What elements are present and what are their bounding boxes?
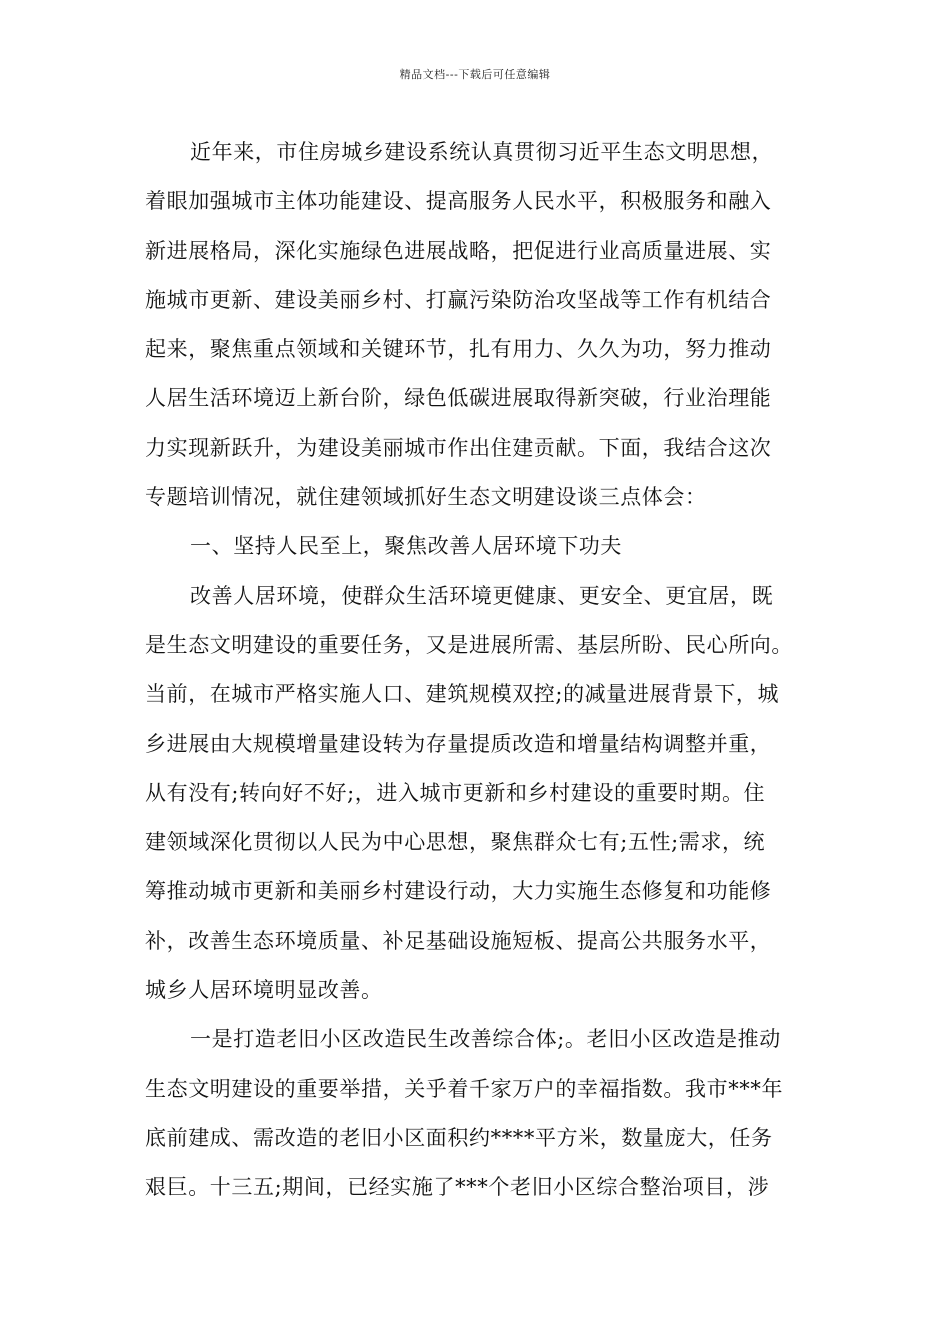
section-heading: 一、坚持人民至上，聚焦改善人居环境下功夫 <box>190 534 622 559</box>
paragraph-line: 是生态文明建设的重要任务，又是进展所需、基层所盼、民心所向。 <box>145 632 793 657</box>
paragraph-line: 生态文明建设的重要举措，关乎着千家万户的幸福指数。我市***年 <box>145 1076 784 1101</box>
paragraph-line: 新进展格局，深化实施绿色进展战略，把促进行业高质量进展、实 <box>145 238 772 263</box>
paragraph-line: 着眼加强城市主体功能建设、提高服务人民水平，积极服务和融入 <box>145 189 772 214</box>
paragraph-line: 改善人居环境，使群众生活环境更健康、更安全、更宜居，既 <box>190 583 774 608</box>
document-body <box>145 128 805 1213</box>
paragraph-line: 建领域深化贯彻以人民为中心思想，聚焦群众七有;五性;需求，统 <box>145 830 766 855</box>
paragraph-line: 乡进展由大规模增量建设转为存量提质改造和增量结构调整并重， <box>145 731 772 756</box>
paragraph-line: 力实现新跃升，为建设美丽城市作出住建贡献。下面，我结合这次 <box>145 435 772 460</box>
paragraph-line: 起来，聚焦重点领域和关键环节，扎有用力、久久为功，努力推动 <box>145 337 772 362</box>
paragraph-line: 近年来，市住房城乡建设系统认真贯彻习近平生态文明思想， <box>190 140 774 164</box>
paragraph-line: 当前，在城市严格实施人口、建筑规模双控;的减量进展背景下，城 <box>145 682 780 707</box>
paragraph-line: 城乡人居环境明显改善。 <box>145 978 383 1003</box>
paragraph-line: 筹推动城市更新和美丽乡村建设行动，大力实施生态修复和功能修 <box>145 879 772 904</box>
paragraph-line: 艰巨。十三五;期间，已经实施了***个老旧小区综合整治项目，涉 <box>145 1175 770 1200</box>
paragraph-line: 施城市更新、建设美丽乡村、打赢污染防治攻坚战等工作有机结合 <box>145 287 772 312</box>
paragraph-line: 专题培训情况，就住建领域抓好生态文明建设谈三点体会： <box>145 485 707 510</box>
paragraph-line: 从有没有;转向好不好;，进入城市更新和乡村建设的重要时期。住 <box>145 780 766 805</box>
page-header: 精品文档---下载后可任意编辑 <box>399 68 551 81</box>
paragraph-line: 底前建成、需改造的老旧小区面积约****平方米，数量庞大，任务 <box>145 1125 773 1150</box>
paragraph-line: 补，改善生态环境质量、补足基础设施短板、提高公共服务水平， <box>145 928 772 953</box>
paragraph-line: 人居生活环境迈上新台阶，绿色低碳进展取得新突破，行业治理能 <box>145 386 772 411</box>
paragraph-line: 一是打造老旧小区改造民生改善综合体;。老旧小区改造是推动 <box>190 1027 781 1052</box>
